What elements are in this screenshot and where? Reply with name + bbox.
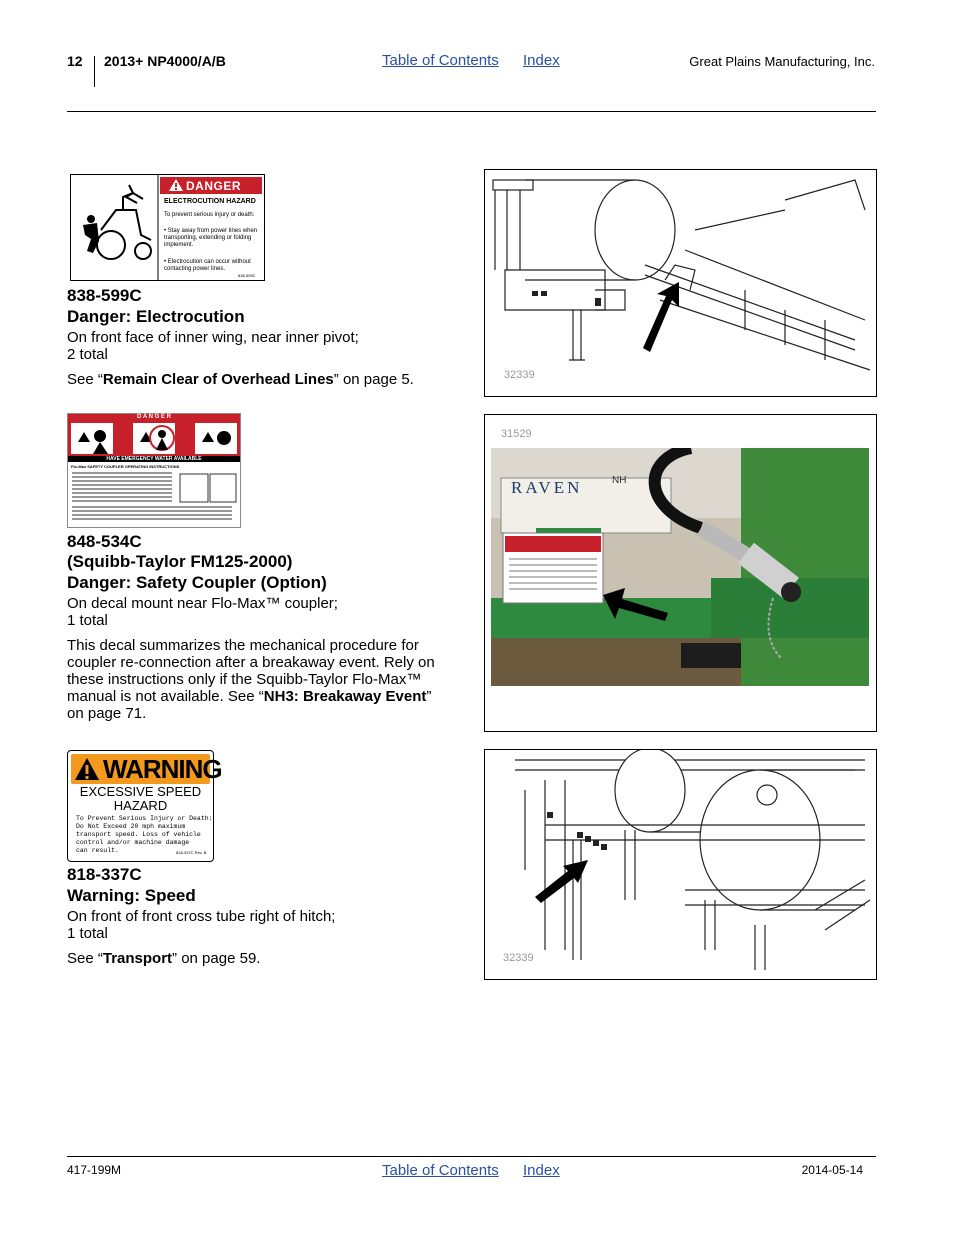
decal-danger-banner: D A N G E R: [137, 414, 171, 420]
section-title-speed: Warning: Speed: [67, 886, 196, 905]
section-subtitle-squibb-taylor: (Squibb-Taylor FM125-2000): [67, 552, 293, 571]
decal-code: 818-337C Rev. B: [176, 850, 207, 855]
description-line-2: coupler re-connection after a breakaway event. Rely on: [67, 654, 435, 671]
publication-date: 2014-05-14: [801, 1163, 863, 1177]
decal-bullet-1: • Stay away from power lines when transporting, extending or folding implement.: [164, 228, 258, 248]
raven-brand-text: RAVEN: [511, 478, 583, 497]
part-number-848-534c: 848-534C: [67, 532, 142, 551]
raven-brand-suffix: NH: [612, 475, 627, 486]
implement-tank-drawing: [485, 750, 876, 979]
description-line-1: This decal summarizes the mechanical procedure for: [67, 637, 419, 654]
figure-electrocution-decal-location: [484, 169, 877, 397]
quantity-text: 1 total: [67, 925, 108, 942]
quantity-text: 1 total: [67, 612, 108, 629]
description-line-4: manual is not available. See “NH3: Breakaway Event”: [67, 688, 432, 705]
decal-intro: To prevent serious injury or death:: [164, 212, 255, 218]
decal-water-text: HAVE EMERGENCY WATER AVAILABLE: [106, 456, 202, 462]
footer-toc-link[interactable]: Table of Contents: [382, 1162, 499, 1179]
figure-speed-decal-location: [484, 749, 877, 980]
part-number-818-337c: 818-337C: [67, 865, 142, 884]
company-name: Great Plains Manufacturing, Inc.: [689, 54, 875, 69]
footer-rule: [67, 1156, 876, 1157]
decal-danger-electrocution: [70, 174, 265, 281]
decal-code: 838-599C: [238, 273, 256, 278]
part-number-838-599c: 838-599C: [67, 286, 142, 305]
location-text: On front face of inner wing, near inner pivot;: [67, 329, 359, 346]
see-link-breakaway-event[interactable]: NH3: Breakaway Event: [263, 688, 427, 705]
decal-warning-speed: [67, 750, 222, 862]
header-rule: [67, 111, 876, 112]
section-title-safety-coupler: Danger: Safety Coupler (Option): [67, 573, 327, 592]
figure-safety-coupler-photo: [484, 414, 877, 732]
figure-number: 31529: [501, 428, 532, 440]
warning-triangle-icon: [73, 755, 101, 783]
see-link-overhead-lines[interactable]: Remain Clear of Overhead Lines: [102, 371, 334, 388]
decal-hazard-title: ELECTROCUTION HAZARD: [164, 198, 256, 205]
safety-coupler-decal-graphic: [68, 414, 240, 527]
description-line-5: on page 71.: [67, 705, 147, 722]
page-number: 12: [67, 53, 83, 69]
header-divider: [94, 56, 95, 87]
figure-number: 32339: [503, 952, 534, 964]
decal-bullet-2: • Electrocution can occur without contacting power lines.: [164, 259, 251, 272]
manual-title: 2013+ NP4000/A/B: [104, 53, 226, 69]
location-text: On decal mount near Flo-Max™ coupler;: [67, 595, 338, 612]
see-reference: See “Remain Clear of Overhead Lines” on page 5.: [67, 371, 414, 388]
doc-number: 417-199M: [67, 1163, 122, 1177]
decal-hazard-line-2: HAZARD: [113, 798, 168, 813]
header-toc-link[interactable]: Table of Contents: [382, 52, 499, 69]
footer-index-link[interactable]: Index: [523, 1162, 560, 1179]
see-link-transport[interactable]: Transport: [102, 950, 173, 967]
implement-line-drawing: [485, 170, 876, 396]
header-index-link[interactable]: Index: [523, 52, 560, 69]
warning-banner-text: WARNING: [103, 754, 222, 784]
warning-banner: [71, 754, 222, 784]
section-title-electrocution: Danger: Electrocution: [67, 307, 245, 326]
danger-banner-text: DANGER: [186, 179, 242, 193]
decal-hazard-line-1: EXCESSIVE SPEED: [79, 784, 202, 799]
decal-instructions-title: Flo-Max SAFETY COUPLER OPERATING INSTRUCTIONS: [71, 464, 180, 469]
figure-number: 32339: [504, 369, 535, 381]
location-text: On front of front cross tube right of hitch;: [67, 908, 336, 925]
decal-body: To Prevent Serious Injury or Death: Do Not Exceed 20 mph maximum transport speed. Loss of vehicle control and/or machine damage can result.: [76, 815, 213, 854]
quantity-text: 2 total: [67, 346, 108, 363]
description-line-3: these instructions only if the Squibb-Taylor Flo-Max™: [67, 671, 422, 688]
decal-danger-safety-coupler: [67, 413, 241, 528]
see-reference: See “Transport” on page 59.: [67, 950, 261, 967]
